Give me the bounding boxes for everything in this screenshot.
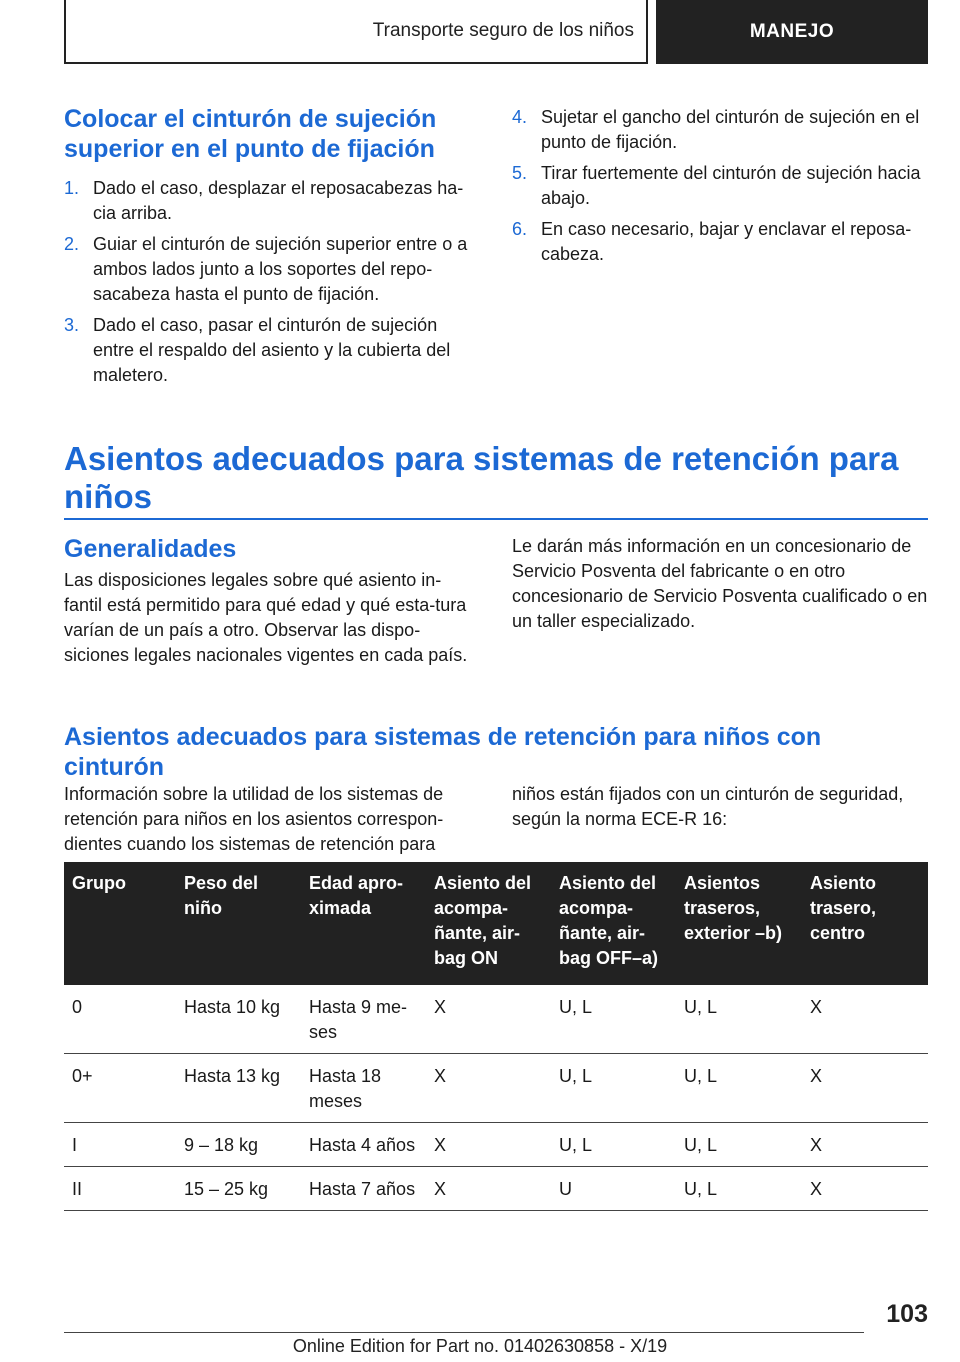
table-cell: U, L [551,985,676,1054]
table-cell: Hasta 4 años [301,1123,426,1167]
column-header: Asientos traseros, exterior –b) [676,862,802,985]
section-heading: Asientos adecuados para sistemas de retención para niños [64,440,899,515]
belt-seats-column-right [512,782,928,832]
step-item [512,105,928,155]
attach-tether-column-left [64,104,478,394]
table-cell: U, L [676,1167,802,1211]
step-item [64,232,478,307]
table-cell: II [64,1167,176,1211]
generalidades-column-left [64,534,478,668]
table-row [64,1167,928,1211]
step-text: En caso necesario, bajar y enclavar el reposa-cabeza. [541,219,912,264]
page-header [64,0,928,64]
table-cell: X [426,1054,551,1123]
generalidades-heading: Generalidades [64,535,237,563]
table-cell: X [802,985,928,1054]
column-header: Asiento trasero, centro [802,862,928,985]
column-header: Peso del niño [176,862,301,985]
table-cell: Hasta 7 años [301,1167,426,1211]
table-cell: 15 – 25 kg [176,1167,301,1211]
table-cell: Hasta 13 kg [176,1054,301,1123]
table-cell: X [426,1123,551,1167]
attach-steps-list [64,176,478,388]
table-row [64,985,928,1054]
page-number: 103 [886,1300,928,1328]
step-number: 3. [64,315,80,335]
column-header: Asiento del acompa-ñante, air-bag ON [426,862,551,985]
step-number: 6. [512,219,528,239]
generalidades-text: Las disposiciones legales sobre qué asiento in-fantil está permitido para qué edad y qué esta-tura varían de un país a otro. Observar las dispo-siciones legales nacionales vigentes en cada país. [64,570,468,665]
step-item [512,217,928,267]
table-cell: Hasta 9 me-ses [301,985,426,1054]
footer-divider [64,1332,864,1333]
table-cell: 0+ [64,1054,176,1123]
step-text: Tirar fuertemente del cinturón de sujeción hacia abajo. [541,163,921,208]
step-item [64,313,478,388]
table-cell: U [551,1167,676,1211]
generalidades-text-continued: Le darán más información en un concesionario de Servicio Posventa del fabricante o en otro concesionario de Servicio Posventa cualificado o en un taller especializado. [512,536,928,631]
table-cell: X [802,1167,928,1211]
step-text: Dado el caso, desplazar el reposacabezas ha-cia arriba. [93,178,464,223]
table-cell: 0 [64,985,176,1054]
belt-seats-text: Información sobre la utilidad de los sistemas de retención para niños en los asientos correspon-dientes cuando los sistemas de retención para [64,784,444,854]
table-row [64,1054,928,1123]
table-cell: I [64,1123,176,1167]
step-item [512,161,928,211]
step-number: 5. [512,163,528,183]
column-header: Grupo [64,862,176,985]
table-cell: X [802,1054,928,1123]
attach-tether-heading: Colocar el cinturón de sujeción superior en el punto de fijación [64,105,437,163]
table-row [64,1123,928,1167]
section-divider [64,518,928,520]
table-cell: X [426,985,551,1054]
attach-steps-list-continued [512,105,928,267]
seat-suitability-table [64,862,928,1211]
step-number: 4. [512,107,528,127]
section-title: Transporte seguro de los niños [64,0,648,64]
belt-seats-column-left [64,782,478,857]
generalidades-column-right [512,534,928,634]
table-cell: U, L [551,1123,676,1167]
step-number: 2. [64,234,80,254]
chapter-tab: MANEJO [656,0,928,64]
table-cell: U, L [676,1123,802,1167]
table-header-row [64,862,928,985]
step-text: Guiar el cinturón de sujeción superior entre o a ambos lados junto a los soportes del repo-sacabeza hasta el punto de fijación. [93,234,468,304]
table-cell: 9 – 18 kg [176,1123,301,1167]
belt-seats-text-continued: niños están fijados con un cinturón de seguridad, según la norma ECE-R 16: [512,784,904,829]
table-cell: Hasta 18 meses [301,1054,426,1123]
step-text: Dado el caso, pasar el cinturón de sujeción entre el respaldo del asiento y la cubierta del maletero. [93,315,451,385]
column-header: Asiento del acompa-ñante, air-bag OFF–a) [551,862,676,985]
table-cell: U, L [551,1054,676,1123]
table-cell: Hasta 10 kg [176,985,301,1054]
edition-note: Online Edition for Part no. 01402630858 - X/19 [292,1336,668,1356]
step-number: 1. [64,178,80,198]
belt-seats-heading: Asientos adecuados para sistemas de retención para niños con cinturón [64,723,822,781]
attach-tether-column-right [512,105,928,273]
table-cell: X [802,1123,928,1167]
step-item [64,176,478,226]
table-cell: X [426,1167,551,1211]
column-header: Edad apro-ximada [301,862,426,985]
table-cell: U, L [676,985,802,1054]
step-text: Sujetar el gancho del cinturón de sujeción en el punto de fijación. [541,107,920,152]
table-cell: U, L [676,1054,802,1123]
